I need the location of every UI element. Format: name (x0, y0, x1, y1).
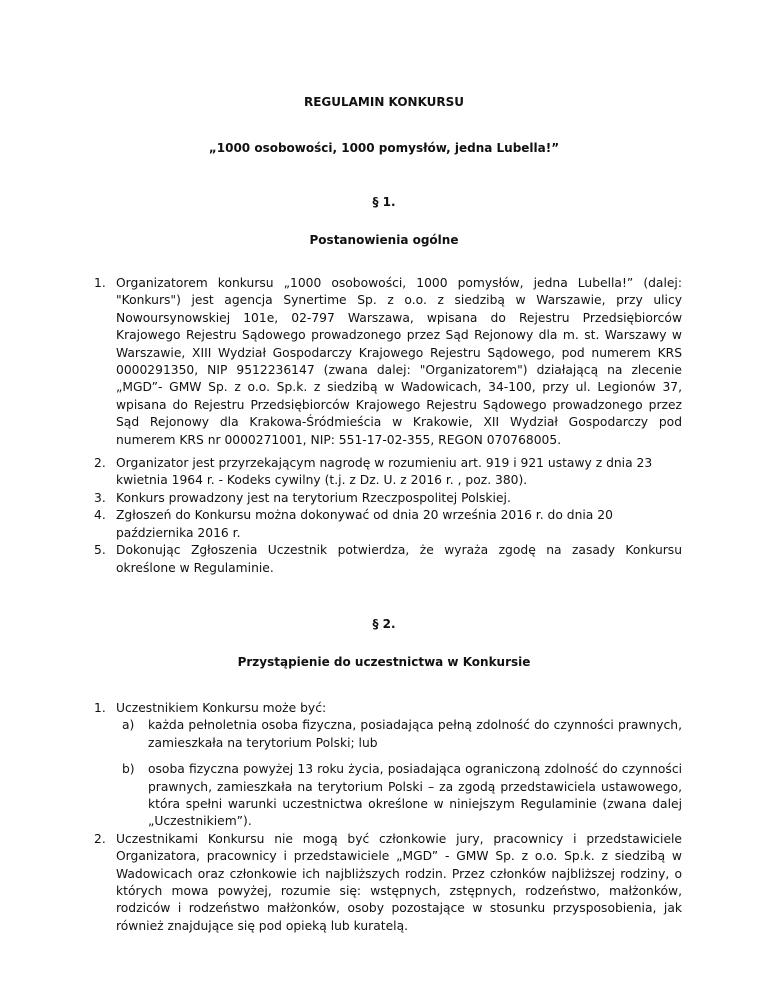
section-1-number: § 1. (372, 195, 396, 209)
item-number: 5. (94, 543, 106, 558)
section-1-heading: Postanowienia ogólne (309, 233, 459, 247)
item-number: 2. (94, 831, 106, 846)
section-1-list (94, 275, 682, 577)
list-item (94, 275, 682, 449)
sub-list-item (116, 761, 682, 831)
list-item (94, 700, 682, 831)
item-text: Konkurs prowadzony jest na terytorium Rzeczpospolitej Polskiej. (116, 490, 511, 505)
list-item (94, 455, 682, 490)
item-text: Uczestnikiem Konkursu może być: (116, 701, 327, 715)
list-item (94, 507, 682, 542)
sub-item-text: każda pełnoletnia osoba fizyczna, posiadająca pełną zdolność do czynności prawnych, zamieszkała na terytorium Polski; lub (148, 718, 682, 750)
item-text: Organizator jest przyrzekającym nagrodę w rozumieniu art. 919 i 921 ustawy z dnia 23 kwietnia 1964 r. - Kodeks cywilny (t.j. z Dz. U. z 2016 r. , poz. 380). (116, 456, 653, 488)
section-2-heading: Przystąpienie do uczestnictwa w Konkursie (237, 655, 531, 669)
section-2-number: § 2. (372, 617, 396, 631)
list-item (94, 490, 682, 507)
item-number: 3. (94, 490, 106, 505)
list-item (94, 542, 682, 577)
item-text: Uczestnikami Konkursu nie mogą być członkowie jury, pracownicy i przedstawiciele Organizatora, pracownicy i przedstawiciele „MGD” - GMW Sp. z o.o. Sp.k. z siedzibą w Wadowicach oraz członkowie ich najbliższych rodzin. Przez członków najbliższej rodziny, o których mowa powyżej, rozumie się: wstępnych, zstępnych, rodzeństwo, małżonków, rodziców i rodzeństwo małżonków, osoby pozostające w stosunku przysposobienia, jak również znajdujące się pod opieką lub kuratelą. (116, 831, 682, 933)
item-text: Organizatorem konkursu „1000 osobowości, 1000 pomysłów, jedna Lubella!” (dalej: "Konkurs") jest agencja Synertime Sp. z o.o. z siedzibą w Warszawie, przy ulicy Nowoursynowskiej 101e, 02-797 Warszawa, wpisana do Rejestru Przedsiębiorców Krajowego Rejestru Sądowego prowadzonego przez Sąd Rejonowy dla m. st. Warszawy w Warszawie, XIII Wydział Gospodarczy Krajowego Rejestru Sądowego, pod numerem KRS 0000291350, NIP 9512236147 (zwana dalej: "Organizatorem") działającą na zlecenie „MGD”- GMW Sp. z o.o. Sp.k. z siedzibą w Wadowicach, 34-100, przy ul. Legionów 37, wpisana do Rejestru Przedsiębiorców Krajowego Rejestru Sądowego prowadzonego przez Sąd Rejonowy dla Krakowa-Śródmieścia w Krakowie, XII Wydział Gospodarczy pod numerem KRS nr 0000271001, NIP: 551-17-02-355, REGON 070768005. (116, 276, 682, 447)
item-text: Zgłoszeń do Konkursu można dokonywać od dnia 20 września 2016 r. do dnia 20 października 2016 r. (116, 508, 613, 540)
list-item (94, 831, 682, 935)
contest-name: „1000 osobowości, 1000 pomysłów, jedna Lubella!” (208, 141, 560, 155)
item-number: 1. (94, 276, 106, 290)
item-number: 4. (94, 508, 106, 523)
sub-list (116, 717, 682, 830)
sub-list-item (116, 717, 682, 752)
item-text: Dokonując Zgłoszenia Uczestnik potwierdza, że wyraża zgodę na zasady Konkursu określone w Regulaminie. (116, 543, 682, 575)
section-2-list (94, 700, 682, 935)
sub-item-letter: a) (122, 718, 135, 733)
sub-item-text: osoba fizyczna powyżej 13 roku życia, posiadająca ograniczoną zdolność do czynności prawnych, zamieszkała na terytorium Polski – za zgodą przedstawiciela ustawowego, która spełni warunki uczestnictwa określone w niniejszym Regulaminie (zwana dalej „Uczestnikiem”). (148, 762, 682, 829)
item-number: 1. (94, 701, 106, 715)
item-number: 2. (94, 456, 106, 471)
sub-item-letter: b) (122, 762, 135, 777)
document-title: REGULAMIN KONKURSU (303, 95, 465, 109)
